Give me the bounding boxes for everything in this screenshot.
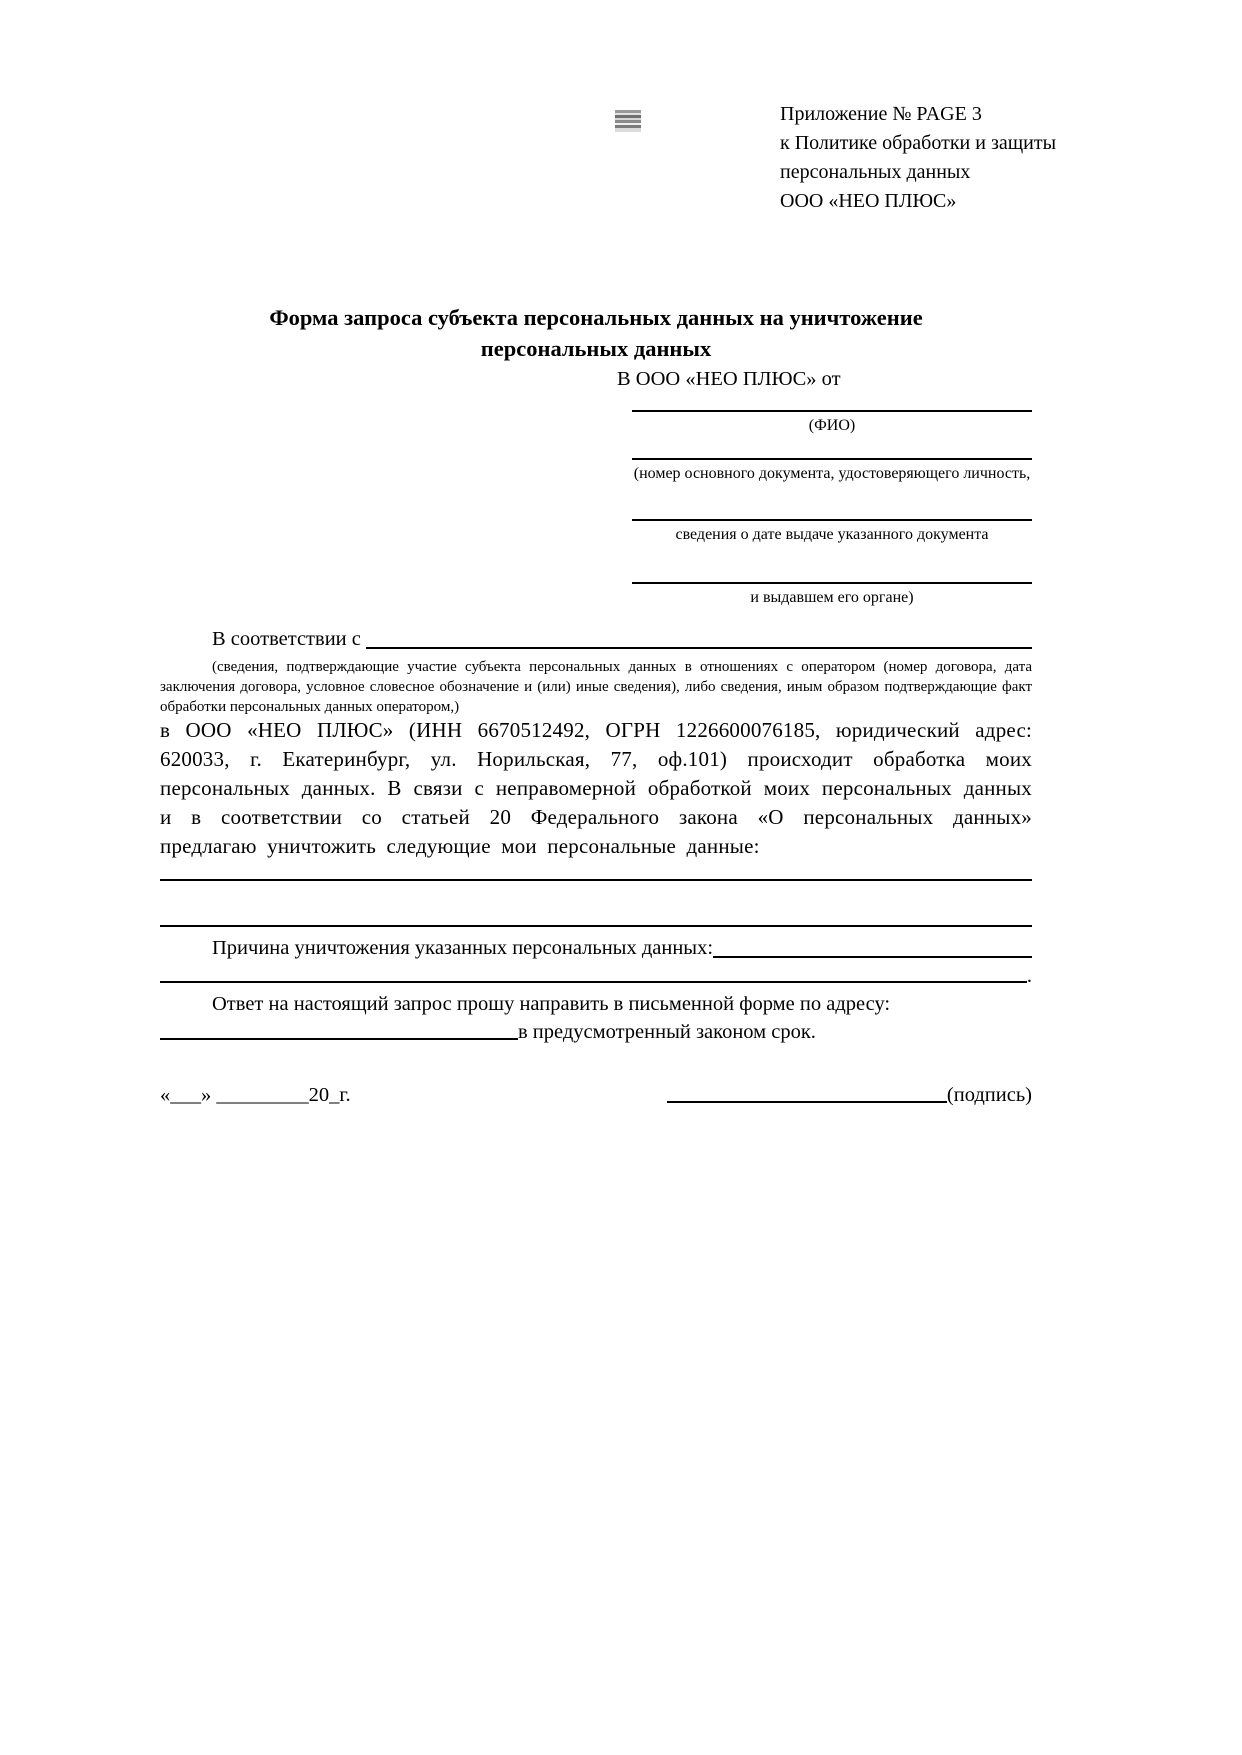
doc-issuer-caption: и выдавшем его органе) [750,589,914,606]
doc-number-caption: (номер основного документа, удостоверяющего личность, [633,465,1031,482]
reason-blank-line-2[interactable] [160,981,1027,983]
signature-blank-line[interactable] [667,1101,947,1103]
doc-number-field [632,458,1032,482]
doc-issue-date-blank-line[interactable] [632,519,1032,521]
response-request-line: Ответ на настоящий запрос прошу направить в письменной форме по адресу: [212,993,891,1015]
body-paragraph: в ООО «НЕО ПЛЮС» (ИНН 6670512492, ОГРН 1226600076185, юридический адрес: 620033, г. Екатеринбург, ул. Норильская, 77, оф.101) происходит обработка моих персональных данных. В связи с неправомерной обработкой моих персональных данных и в соответствии со статьей 20 Федерального закона «О персональных данных» предлагаю уничтожить следующие мои персональные данные: [160,718,1032,858]
accordance-footnote: (сведения, подтверждающие участие субъекта персональных данных в отношениях с оператором (номер договора, дата заключения договора, условное словесное обозначение и (или) иные сведения), либо сведения, иным образом подтверждающие факт обработки персональных данных оператором,) [160,659,1032,715]
reason-line-terminator: . [1026,965,1032,987]
appendix-header [780,100,1120,216]
signature-caption: (подпись) [946,1084,1032,1106]
personal-data-blank-line-2[interactable] [160,925,1032,927]
accordance-blank-line[interactable] [366,647,1032,649]
appendix-header-line: к Политике обработки и защиты [780,132,1057,154]
address-blank-line[interactable] [160,1038,518,1040]
doc-issue-date-field [632,519,1032,543]
response-term-text: в предусмотренный законом срок. [518,1021,816,1043]
fio-field [632,410,1032,434]
accordance-row [160,626,1032,652]
date-line: «___» _________20_г. [160,1084,351,1106]
appendix-header-line: Приложение № PAGE 3 [780,103,982,125]
accordance-label: В соответствии с [212,628,366,650]
appendix-header-line: ООО «НЕО ПЛЮС» [780,190,957,212]
form-title-line1: Форма запроса субъекта персональных данных на уничтожение [269,305,923,330]
fio-blank-line[interactable] [632,410,1032,412]
fio-caption: (ФИО) [808,417,856,434]
reason-continuation-row [160,964,1032,988]
doc-issue-date-caption: сведения о дате выдаче указанного документа [675,526,989,543]
reason-blank-line[interactable] [713,956,1032,958]
image-artifact-icon [615,110,641,132]
personal-data-blank-line-1[interactable] [160,879,1032,881]
doc-issuer-field [632,582,1032,606]
addressee-line: В ООО «НЕО ПЛЮС» от [617,368,841,390]
appendix-header-line: персональных данных [780,161,971,183]
doc-number-blank-line[interactable] [632,458,1032,460]
doc-issuer-blank-line[interactable] [632,582,1032,584]
reason-label: Причина уничтожения указанных персональных данных: [212,937,714,959]
date-signature-row [160,1084,1032,1107]
form-title [160,302,1032,364]
reason-row [160,935,1032,961]
form-title-line2: персональных данных [480,336,712,361]
response-address-row [160,1021,1032,1044]
